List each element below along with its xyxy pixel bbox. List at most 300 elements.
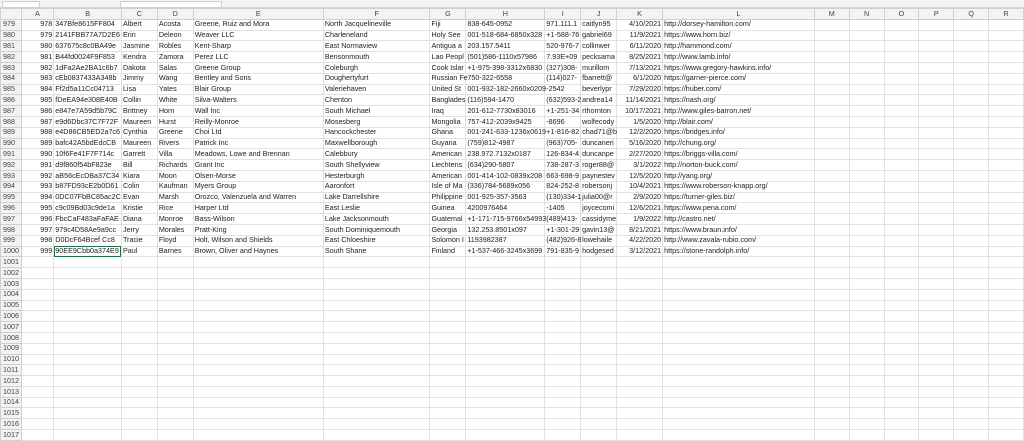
cell-j[interactable]: lowehaile bbox=[581, 235, 617, 246]
cell-m[interactable] bbox=[814, 95, 849, 106]
cell-l[interactable]: https://huber.com/ bbox=[663, 84, 815, 95]
cell-h[interactable]: 001-241-633-1236x0619 bbox=[467, 127, 547, 137]
column-header-b[interactable]: B bbox=[54, 9, 122, 20]
cell-a[interactable] bbox=[21, 278, 54, 289]
cell-b[interactable]: 979c4D58Ae9a9cc bbox=[54, 224, 122, 235]
cell-n[interactable] bbox=[849, 41, 884, 52]
cell-c[interactable]: Kendra bbox=[121, 52, 157, 63]
cell-c[interactable]: Collin bbox=[121, 95, 157, 106]
cell-d[interactable] bbox=[157, 354, 193, 365]
cell-b[interactable]: 10f6Fe41F7F714c bbox=[54, 149, 122, 160]
cell-p[interactable] bbox=[919, 246, 954, 257]
cell-a[interactable] bbox=[21, 408, 54, 419]
cell-o[interactable] bbox=[884, 116, 919, 127]
row-header[interactable]: 981 bbox=[1, 41, 22, 52]
cell-j[interactable]: duncaneri bbox=[581, 138, 617, 149]
cell-h[interactable] bbox=[466, 268, 545, 279]
cell-p[interactable] bbox=[919, 386, 954, 397]
cell-a[interactable] bbox=[21, 430, 54, 441]
cell-b[interactable] bbox=[54, 300, 122, 311]
cell-m[interactable] bbox=[814, 84, 849, 95]
row-header[interactable]: 1009 bbox=[1, 343, 22, 354]
cell-o[interactable] bbox=[884, 311, 919, 322]
cell-i[interactable] bbox=[545, 408, 581, 419]
cell-h[interactable] bbox=[466, 408, 545, 419]
row-header[interactable]: 1017 bbox=[1, 430, 22, 441]
cell-k[interactable] bbox=[617, 278, 663, 289]
cell-j[interactable]: wolfecody bbox=[581, 116, 617, 127]
cell-r[interactable] bbox=[989, 354, 1024, 365]
cell-e[interactable]: Grant Inc bbox=[193, 160, 323, 171]
cell-o[interactable] bbox=[884, 160, 919, 171]
cell-b[interactable]: c9c09Bd03c9de1a bbox=[54, 203, 122, 214]
cell-e[interactable]: Choi Ltd bbox=[193, 127, 323, 138]
cell-h[interactable]: (634)290-5807 bbox=[466, 160, 545, 171]
cell-f[interactable]: East Normaview bbox=[323, 41, 430, 52]
cell-e[interactable]: Bentley and Sons bbox=[193, 73, 323, 84]
cell-m[interactable] bbox=[814, 311, 849, 322]
cell-n[interactable] bbox=[849, 278, 884, 289]
cell-g[interactable]: Ghana bbox=[430, 127, 466, 138]
cell-c[interactable] bbox=[121, 268, 157, 279]
cell-g[interactable]: Cook Islar bbox=[430, 62, 466, 73]
cell-l[interactable]: https://stone-randolph.info/ bbox=[663, 246, 815, 257]
cell-d[interactable]: Deleon bbox=[157, 30, 193, 41]
cell-h[interactable] bbox=[466, 386, 545, 397]
cell-r[interactable] bbox=[989, 160, 1024, 171]
cell-g[interactable]: Guatemal bbox=[430, 214, 466, 225]
cell-k[interactable] bbox=[617, 397, 663, 408]
cell-e[interactable]: Weaver LLC bbox=[193, 30, 323, 41]
cell-e[interactable]: Kent-Sharp bbox=[193, 41, 323, 52]
cell-e[interactable]: Holt, Wilson and Shields bbox=[193, 235, 323, 246]
cell-j[interactable]: gavin13@ bbox=[582, 224, 615, 234]
cell-p[interactable] bbox=[919, 84, 954, 95]
cell-i[interactable]: 520-976-7 bbox=[546, 41, 580, 51]
cell-m[interactable] bbox=[814, 138, 849, 149]
cell-k[interactable] bbox=[617, 268, 663, 279]
cell-o[interactable] bbox=[884, 30, 919, 41]
cell-q[interactable] bbox=[954, 419, 989, 430]
cell-j[interactable] bbox=[581, 430, 617, 441]
cell-h[interactable] bbox=[466, 397, 545, 408]
cell-e[interactable]: Olsen-Morse bbox=[193, 170, 323, 181]
cell-p[interactable] bbox=[919, 419, 954, 430]
cell-c[interactable]: Brittney bbox=[121, 106, 157, 117]
cell-c[interactable] bbox=[121, 257, 157, 268]
cell-l[interactable]: https://bridges.info/ bbox=[663, 127, 815, 138]
cell-h[interactable] bbox=[466, 311, 545, 322]
cell-f[interactable] bbox=[323, 386, 430, 397]
cell-g[interactable] bbox=[430, 278, 466, 289]
cell-c[interactable]: Tracie bbox=[121, 235, 157, 246]
cell-h[interactable] bbox=[466, 365, 545, 376]
cell-n[interactable] bbox=[849, 95, 884, 106]
cell-m[interactable] bbox=[814, 300, 849, 311]
cell-e[interactable] bbox=[193, 278, 323, 289]
cell-o[interactable] bbox=[884, 62, 919, 73]
cell-d[interactable] bbox=[157, 365, 193, 376]
cell-k[interactable]: 4/10/2021 bbox=[617, 19, 663, 30]
cell-c[interactable]: Jimmy bbox=[121, 73, 157, 84]
cell-l[interactable]: http://dorsey-hamilton.com/ bbox=[663, 19, 815, 30]
row-header[interactable]: 997 bbox=[1, 214, 22, 225]
cell-m[interactable] bbox=[814, 203, 849, 214]
cell-f[interactable] bbox=[323, 343, 430, 354]
cell-l[interactable] bbox=[663, 322, 815, 333]
cell-g[interactable]: Lao Peopl bbox=[431, 51, 464, 61]
cell-f[interactable]: Valeriehaven bbox=[323, 84, 430, 95]
cell-n[interactable] bbox=[849, 138, 884, 149]
cell-q[interactable] bbox=[954, 246, 989, 257]
cell-o[interactable] bbox=[884, 268, 919, 279]
cell-m[interactable] bbox=[814, 246, 849, 257]
cell-j[interactable] bbox=[581, 376, 617, 387]
cell-i[interactable]: (482)926-8 bbox=[546, 235, 582, 245]
cell-d[interactable] bbox=[157, 386, 193, 397]
cell-k[interactable] bbox=[617, 354, 663, 365]
cell-k[interactable] bbox=[617, 408, 663, 419]
cell-o[interactable] bbox=[884, 224, 919, 235]
cell-n[interactable] bbox=[849, 62, 884, 73]
cell-b[interactable] bbox=[54, 408, 122, 419]
cell-n[interactable] bbox=[849, 224, 884, 235]
cell-h[interactable]: (336)784-5689x056 bbox=[466, 181, 545, 192]
cell-k[interactable]: 8/25/2021 bbox=[617, 52, 663, 63]
cell-i[interactable] bbox=[545, 322, 581, 333]
cell-i[interactable]: 738-287-3 bbox=[546, 159, 580, 169]
cell-a[interactable]: 979 bbox=[21, 30, 54, 41]
column-header-n[interactable]: N bbox=[849, 9, 884, 20]
cell-e[interactable]: Myers Group bbox=[193, 181, 323, 192]
cell-b[interactable]: 347Bfe8615FF804 bbox=[54, 19, 122, 30]
cell-d[interactable]: Greene bbox=[157, 127, 193, 138]
cell-b[interactable] bbox=[54, 257, 122, 268]
cell-h[interactable]: +1-171-715-9766x54993 bbox=[467, 213, 547, 223]
cell-i[interactable]: 7.93E+09 bbox=[545, 52, 581, 63]
cell-j[interactable]: rthornton bbox=[581, 106, 617, 117]
cell-r[interactable] bbox=[989, 311, 1024, 322]
cell-i[interactable]: -2542 bbox=[545, 84, 581, 95]
cell-m[interactable] bbox=[814, 192, 849, 203]
cell-j[interactable]: andrea14 bbox=[581, 95, 617, 106]
cell-k[interactable]: 6/1/2020 bbox=[617, 73, 663, 84]
cell-f[interactable] bbox=[323, 257, 430, 268]
cell-k[interactable]: 4/22/2020 bbox=[617, 235, 663, 246]
cell-m[interactable] bbox=[814, 397, 849, 408]
cell-f[interactable]: Hancockchester bbox=[323, 127, 430, 138]
cell-c[interactable] bbox=[121, 311, 157, 322]
cell-a[interactable] bbox=[21, 365, 54, 376]
cell-j[interactable] bbox=[581, 397, 617, 408]
cell-o[interactable] bbox=[884, 52, 919, 63]
cell-h[interactable] bbox=[466, 343, 545, 354]
cell-d[interactable] bbox=[157, 419, 193, 430]
cell-p[interactable] bbox=[919, 170, 954, 181]
cell-d[interactable]: Salas bbox=[157, 62, 193, 73]
cell-a[interactable] bbox=[21, 343, 54, 354]
cell-h[interactable] bbox=[466, 300, 545, 311]
cell-d[interactable]: Moon bbox=[157, 170, 193, 181]
cell-n[interactable] bbox=[849, 149, 884, 160]
cell-d[interactable]: Morales bbox=[157, 224, 193, 235]
cell-f[interactable] bbox=[323, 268, 430, 279]
cell-a[interactable]: 987 bbox=[21, 116, 54, 127]
cell-g[interactable]: Mongolia bbox=[430, 116, 466, 127]
cell-i[interactable] bbox=[545, 268, 581, 279]
row-header[interactable]: 1005 bbox=[1, 300, 22, 311]
cell-h[interactable]: 001-518-684-6850x328 bbox=[466, 30, 545, 41]
cell-b[interactable] bbox=[54, 268, 122, 279]
row-header[interactable]: 986 bbox=[1, 95, 22, 106]
cell-q[interactable] bbox=[954, 19, 989, 30]
row-header[interactable]: 999 bbox=[1, 235, 22, 246]
cell-j[interactable]: fbarrett@ bbox=[581, 73, 617, 84]
cell-b[interactable] bbox=[54, 322, 122, 333]
cell-h[interactable]: (116)594-1470 bbox=[466, 95, 545, 106]
selected-cell[interactable]: 90EE9Cbb0a374E9 bbox=[54, 246, 122, 257]
cell-p[interactable] bbox=[919, 214, 954, 225]
cell-r[interactable] bbox=[989, 214, 1024, 225]
cell-c[interactable] bbox=[121, 419, 157, 430]
column-header-m[interactable]: M bbox=[814, 9, 849, 20]
cell-i[interactable]: +1-251-34 bbox=[546, 105, 580, 115]
cell-c[interactable]: Albert bbox=[121, 19, 157, 30]
cell-q[interactable] bbox=[954, 332, 989, 343]
cell-f[interactable]: East Leslie bbox=[323, 203, 430, 214]
cell-q[interactable] bbox=[954, 386, 989, 397]
cell-r[interactable] bbox=[989, 30, 1024, 41]
row-header[interactable]: 998 bbox=[1, 224, 22, 235]
cell-h[interactable]: +1-537-466-3245x3699 bbox=[466, 246, 545, 257]
cell-q[interactable] bbox=[954, 397, 989, 408]
cell-j[interactable]: chad71@b bbox=[582, 127, 617, 137]
cell-n[interactable] bbox=[849, 386, 884, 397]
cell-e[interactable] bbox=[193, 311, 323, 322]
cell-p[interactable] bbox=[919, 73, 954, 84]
cell-b[interactable] bbox=[54, 289, 122, 300]
cell-f[interactable]: Lake Darrellshire bbox=[323, 192, 430, 203]
cell-q[interactable] bbox=[954, 160, 989, 171]
cell-o[interactable] bbox=[884, 386, 919, 397]
cell-o[interactable] bbox=[884, 138, 919, 149]
cell-a[interactable]: 986 bbox=[21, 106, 54, 117]
cell-g[interactable] bbox=[430, 419, 466, 430]
cell-k[interactable]: 2/9/2020 bbox=[617, 192, 663, 203]
cell-e[interactable] bbox=[193, 419, 323, 430]
cell-h[interactable] bbox=[466, 419, 545, 430]
cell-p[interactable] bbox=[919, 235, 954, 246]
cell-b[interactable] bbox=[54, 278, 122, 289]
cell-c[interactable] bbox=[121, 322, 157, 333]
cell-j[interactable]: roger88@ bbox=[581, 160, 617, 171]
cell-l[interactable]: http://yang.org/ bbox=[663, 170, 815, 181]
cell-o[interactable] bbox=[884, 95, 919, 106]
cell-j[interactable] bbox=[581, 268, 617, 279]
cell-g[interactable]: American bbox=[430, 170, 466, 181]
cell-b[interactable]: Ff2d5a11Cc04713 bbox=[54, 84, 122, 95]
cell-k[interactable]: 12/2/2020 bbox=[617, 127, 663, 138]
cell-p[interactable] bbox=[919, 30, 954, 41]
cell-m[interactable] bbox=[814, 235, 849, 246]
cell-c[interactable]: Bill bbox=[121, 160, 157, 171]
cell-p[interactable] bbox=[919, 300, 954, 311]
cell-d[interactable]: Villa bbox=[157, 149, 193, 160]
cell-b[interactable]: e9d6Dbc37C7F72F bbox=[54, 116, 122, 127]
cell-n[interactable] bbox=[849, 73, 884, 84]
cell-b[interactable] bbox=[54, 419, 122, 430]
column-header-c[interactable]: C bbox=[121, 9, 157, 20]
cell-e[interactable]: Wall Inc bbox=[193, 106, 323, 117]
cell-r[interactable] bbox=[989, 365, 1024, 376]
cell-e[interactable]: Bass-Wilson bbox=[193, 214, 323, 225]
column-header-l[interactable]: L bbox=[663, 9, 815, 20]
cell-k[interactable]: 2/27/2020 bbox=[617, 149, 663, 160]
cell-l[interactable] bbox=[663, 311, 815, 322]
cell-p[interactable] bbox=[919, 95, 954, 106]
cell-c[interactable]: Erin bbox=[121, 30, 157, 41]
cell-c[interactable]: Maureen bbox=[121, 138, 157, 149]
cell-l[interactable] bbox=[663, 408, 815, 419]
cell-r[interactable] bbox=[989, 289, 1024, 300]
cell-f[interactable]: Mosesberg bbox=[323, 116, 430, 127]
cell-e[interactable]: Perez LLC bbox=[193, 52, 323, 63]
cell-m[interactable] bbox=[814, 62, 849, 73]
cell-n[interactable] bbox=[849, 235, 884, 246]
cell-d[interactable] bbox=[157, 430, 193, 441]
cell-l[interactable]: https://www.roberson-knapp.org/ bbox=[663, 181, 815, 192]
cell-l[interactable]: https://briggs-villa.com/ bbox=[663, 149, 815, 160]
cell-l[interactable]: http://castro.net/ bbox=[663, 214, 815, 225]
cell-l[interactable] bbox=[663, 278, 815, 289]
cell-r[interactable] bbox=[989, 52, 1024, 63]
cell-c[interactable] bbox=[121, 343, 157, 354]
cell-p[interactable] bbox=[919, 224, 954, 235]
cell-j[interactable]: paynestev bbox=[582, 170, 615, 180]
row-header[interactable]: 994 bbox=[1, 181, 22, 192]
cell-k[interactable]: 8/21/2021 bbox=[617, 224, 663, 235]
cell-r[interactable] bbox=[989, 84, 1024, 95]
cell-h[interactable]: +1-975-398-3312x6830 bbox=[466, 62, 545, 73]
cell-j[interactable]: hodgesed bbox=[581, 246, 617, 257]
cell-f[interactable] bbox=[323, 365, 430, 376]
cell-r[interactable] bbox=[989, 203, 1024, 214]
cell-a[interactable]: 996 bbox=[21, 214, 54, 225]
row-header[interactable]: 1010 bbox=[1, 354, 22, 365]
cell-b[interactable]: 1dFa2Ae2BA1c6b7 bbox=[54, 62, 122, 73]
row-header[interactable]: 1012 bbox=[1, 376, 22, 387]
cell-q[interactable] bbox=[954, 30, 989, 41]
cell-r[interactable] bbox=[989, 386, 1024, 397]
cell-f[interactable]: Aaronfort bbox=[323, 181, 430, 192]
cell-i[interactable]: (963)705- bbox=[545, 138, 581, 149]
cell-d[interactable] bbox=[157, 343, 193, 354]
cell-i[interactable] bbox=[545, 278, 581, 289]
cell-k[interactable]: 1/9/2022 bbox=[617, 214, 663, 225]
cell-e[interactable] bbox=[193, 408, 323, 419]
cell-o[interactable] bbox=[884, 106, 919, 117]
cell-g[interactable]: United St bbox=[430, 84, 466, 95]
cell-n[interactable] bbox=[849, 181, 884, 192]
cell-n[interactable] bbox=[849, 354, 884, 365]
cell-r[interactable] bbox=[989, 192, 1024, 203]
cell-e[interactable]: Greene, Ruiz and Mora bbox=[193, 19, 323, 30]
cell-f[interactable] bbox=[323, 311, 430, 322]
cell-p[interactable] bbox=[919, 354, 954, 365]
row-header[interactable]: 993 bbox=[1, 170, 22, 181]
cell-e[interactable] bbox=[193, 257, 323, 268]
cell-n[interactable] bbox=[849, 322, 884, 333]
column-header-a[interactable]: A bbox=[21, 9, 54, 20]
cell-n[interactable] bbox=[849, 127, 884, 138]
cell-b[interactable] bbox=[54, 430, 122, 441]
cell-q[interactable] bbox=[954, 62, 989, 73]
cell-a[interactable] bbox=[21, 300, 54, 311]
cell-g[interactable]: Isle of Ma bbox=[430, 181, 466, 192]
cell-j[interactable] bbox=[581, 354, 617, 365]
cell-c[interactable] bbox=[121, 397, 157, 408]
cell-g[interactable]: Antigua a bbox=[430, 41, 466, 52]
row-header[interactable]: 1011 bbox=[1, 365, 22, 376]
cell-o[interactable] bbox=[884, 376, 919, 387]
cell-j[interactable]: pecksama bbox=[582, 51, 615, 61]
cell-e[interactable] bbox=[193, 343, 323, 354]
cell-d[interactable]: Zamora bbox=[157, 52, 193, 63]
cell-h[interactable] bbox=[466, 322, 545, 333]
cell-o[interactable] bbox=[884, 332, 919, 343]
cell-r[interactable] bbox=[989, 149, 1024, 160]
cell-p[interactable] bbox=[919, 322, 954, 333]
row-header[interactable]: 987 bbox=[1, 106, 22, 117]
column-header-d[interactable]: D bbox=[157, 9, 193, 20]
cell-g[interactable] bbox=[430, 354, 466, 365]
cell-f[interactable] bbox=[323, 332, 430, 343]
cell-h[interactable] bbox=[466, 376, 545, 387]
cell-r[interactable] bbox=[989, 322, 1024, 333]
cell-p[interactable] bbox=[919, 268, 954, 279]
cell-f[interactable]: Charleneland bbox=[323, 30, 430, 41]
cell-l[interactable] bbox=[663, 354, 815, 365]
cell-j[interactable] bbox=[581, 343, 617, 354]
column-header-f[interactable]: F bbox=[323, 9, 430, 20]
cell-g[interactable]: American bbox=[430, 149, 466, 160]
cell-q[interactable] bbox=[954, 73, 989, 84]
row-header[interactable]: 996 bbox=[1, 203, 22, 214]
cell-m[interactable] bbox=[814, 30, 849, 41]
cell-g[interactable]: Iraq bbox=[430, 106, 466, 117]
cell-n[interactable] bbox=[849, 19, 884, 30]
cell-m[interactable] bbox=[814, 170, 849, 181]
cell-e[interactable]: Blair Group bbox=[193, 84, 323, 95]
cell-k[interactable]: 3/12/2021 bbox=[617, 246, 663, 257]
cell-n[interactable] bbox=[849, 246, 884, 257]
cell-i[interactable]: 126-834-4 bbox=[546, 149, 580, 158]
row-header[interactable]: 988 bbox=[1, 116, 22, 127]
cell-c[interactable] bbox=[121, 289, 157, 300]
cell-m[interactable] bbox=[814, 224, 849, 235]
cell-k[interactable]: 11/9/2021 bbox=[617, 30, 663, 41]
cell-m[interactable] bbox=[814, 257, 849, 268]
cell-a[interactable] bbox=[21, 354, 54, 365]
cell-f[interactable] bbox=[323, 322, 430, 333]
cell-h[interactable] bbox=[466, 278, 545, 289]
cell-p[interactable] bbox=[919, 365, 954, 376]
cell-k[interactable]: 3/1/2022 bbox=[617, 160, 663, 171]
cell-a[interactable]: 997 bbox=[21, 224, 54, 235]
cell-r[interactable] bbox=[989, 257, 1024, 268]
cell-o[interactable] bbox=[884, 257, 919, 268]
cell-p[interactable] bbox=[919, 203, 954, 214]
